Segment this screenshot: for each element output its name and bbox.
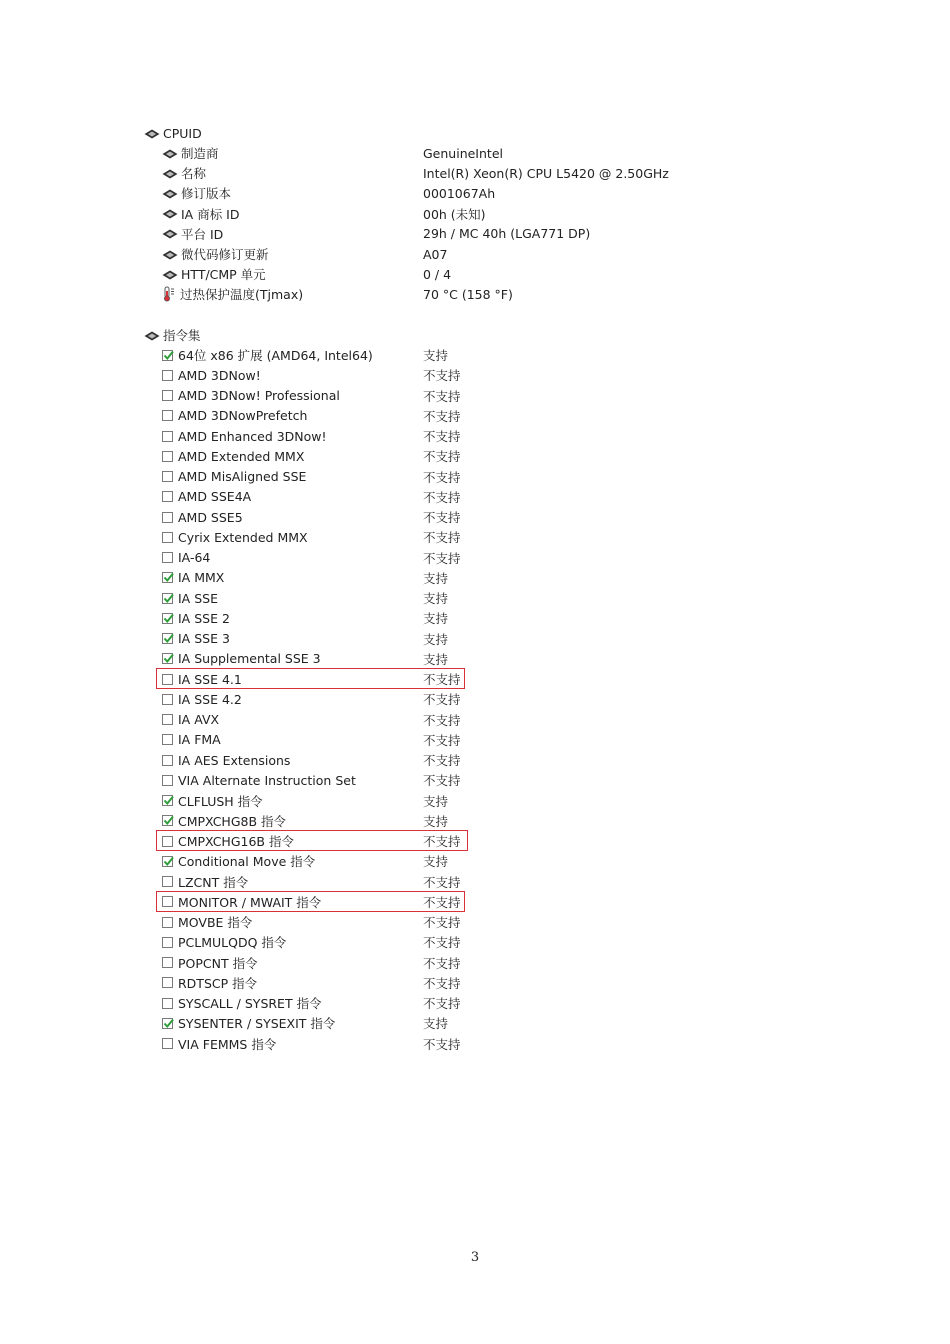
instruction-support-value: 不支持 xyxy=(423,996,461,1011)
instruction-support-value: 支持 xyxy=(423,793,449,809)
instruction-support-value: 支持 xyxy=(423,591,449,606)
cpuid-row-label: 制造商 xyxy=(181,146,219,161)
instruction-support-value: 支持 xyxy=(423,348,449,363)
instruction-label: IA SSE 3 xyxy=(178,631,230,646)
instruction-support-value: 不支持 xyxy=(423,975,461,991)
checkbox-unchecked[interactable] xyxy=(162,917,173,928)
instruction-support-value: 不支持 xyxy=(423,550,461,566)
checkbox-unchecked[interactable] xyxy=(162,370,173,381)
cpuid-row-label: 平台 ID xyxy=(181,226,224,242)
instruction-label: AMD MisAligned SSE xyxy=(178,469,307,484)
instruction-row[interactable] xyxy=(162,608,449,628)
cpuid-row[interactable] xyxy=(162,244,448,264)
chip-icon xyxy=(162,148,178,159)
instruction-label: AMD 3DNow! Professional xyxy=(178,388,340,403)
chip-icon xyxy=(162,188,178,199)
instruction-row[interactable] xyxy=(162,993,461,1013)
checkbox-unchecked[interactable] xyxy=(162,734,173,745)
instruction-support-value: 支持 xyxy=(423,1016,449,1032)
instruction-support-value: 不支持 xyxy=(423,510,461,525)
instruction-label: AMD Extended MMX xyxy=(178,448,305,464)
instruction-support-value: 不支持 xyxy=(423,530,461,546)
thermometer-icon xyxy=(162,286,176,302)
instruction-row[interactable] xyxy=(162,973,461,993)
checkbox-unchecked[interactable] xyxy=(162,998,173,1009)
instruction-support-value: 支持 xyxy=(423,651,449,667)
cpuid-row-value: 00h (未知) xyxy=(423,206,486,222)
instruction-support-value: 支持 xyxy=(423,611,449,627)
instruction-label: SYSENTER / SYSEXIT 指令 xyxy=(178,1016,336,1032)
checkbox-checked[interactable] xyxy=(162,815,173,826)
instruction-label: IA SSE 4.2 xyxy=(178,691,242,707)
page-number: 3 xyxy=(470,1250,480,1265)
instruction-support-value: 不支持 xyxy=(423,489,461,505)
checkbox-unchecked[interactable] xyxy=(162,532,173,543)
instruction-row[interactable] xyxy=(162,689,461,709)
chip-icon xyxy=(162,228,178,239)
instruction-row[interactable] xyxy=(162,932,461,952)
checkbox-unchecked[interactable] xyxy=(162,390,173,401)
instruction-support-value: 不支持 xyxy=(423,935,461,951)
instruction-row[interactable] xyxy=(162,750,461,770)
chip-icon xyxy=(144,128,160,139)
instruction-row[interactable] xyxy=(162,730,461,750)
instruction-label: RDTSCP 指令 xyxy=(178,975,258,991)
checkbox-unchecked[interactable] xyxy=(162,937,173,948)
instruction-support-value: 支持 xyxy=(423,813,449,829)
instruction-label: CLFLUSH 指令 xyxy=(178,793,263,809)
cpuid-row-value: 29h / MC 40h (LGA771 DP) xyxy=(423,226,591,242)
instruction-support-value: 不支持 xyxy=(423,773,461,789)
cpuid-row-label: 微代码修订更新 xyxy=(181,247,269,262)
instruction-support-value: 不支持 xyxy=(423,692,461,708)
instruction-row[interactable] xyxy=(162,770,461,790)
chip-icon xyxy=(144,330,160,341)
instruction-support-value: 支持 xyxy=(423,570,449,586)
cpuid-row-value: 0 / 4 xyxy=(423,266,452,282)
checkbox-unchecked[interactable] xyxy=(162,431,173,442)
cpuid-row-label: 名称 xyxy=(181,166,207,182)
checkbox-checked[interactable] xyxy=(162,350,173,361)
cpuid-row[interactable] xyxy=(162,183,496,203)
instruction-label: AMD SSE5 xyxy=(178,509,243,525)
instruction-label: AMD 3DNowPrefetch xyxy=(178,408,308,424)
instruction-support-value: 不支持 xyxy=(423,834,461,849)
instruction-support-value: 不支持 xyxy=(423,874,461,890)
instruction-row[interactable] xyxy=(162,588,449,608)
instruction-label: CMPXCHG8B 指令 xyxy=(178,813,287,829)
instruction-row[interactable] xyxy=(162,811,449,831)
instruction-label: AMD 3DNow! xyxy=(178,367,261,383)
checkbox-unchecked[interactable] xyxy=(162,512,173,523)
checkbox-unchecked[interactable] xyxy=(162,674,173,685)
instruction-support-value: 不支持 xyxy=(423,469,461,485)
instruction-row[interactable] xyxy=(162,791,449,811)
instruction-support-value: 不支持 xyxy=(423,1036,461,1052)
instruction-label: IA SSE 2 xyxy=(178,610,230,626)
checkbox-unchecked[interactable] xyxy=(162,1038,173,1049)
checkbox-checked[interactable] xyxy=(162,593,173,604)
checkbox-unchecked[interactable] xyxy=(162,957,173,968)
instruction-support-value: 不支持 xyxy=(423,955,461,971)
cpuid-row-value: A07 xyxy=(423,246,448,262)
cpuid-section-header[interactable] xyxy=(144,123,202,143)
cpuid-row-value: 0001067Ah xyxy=(423,185,496,201)
instruction-row[interactable] xyxy=(162,912,461,932)
checkbox-checked[interactable] xyxy=(162,856,173,867)
checkbox-unchecked[interactable] xyxy=(162,876,173,887)
checkbox-unchecked[interactable] xyxy=(162,775,173,786)
instruction-support-value: 不支持 xyxy=(423,672,461,687)
instruction-row[interactable] xyxy=(162,527,461,547)
cpuid-row-label: 过热保护温度(Tjmax) xyxy=(180,287,304,303)
instruction-label: Conditional Move 指令 xyxy=(178,854,316,870)
instruction-support-value: 不支持 xyxy=(423,449,461,465)
cpuid-row[interactable] xyxy=(162,284,513,304)
instruction-label: 64位 x86 扩展 (AMD64, Intel64) xyxy=(178,348,373,363)
instruction-label: MONITOR / MWAIT 指令 xyxy=(178,894,322,910)
instruction-row[interactable] xyxy=(162,507,461,527)
checkbox-unchecked[interactable] xyxy=(162,410,173,421)
instruction-row[interactable] xyxy=(162,406,461,426)
instruction-row[interactable] xyxy=(162,568,449,588)
instruction-support-value: 不支持 xyxy=(423,732,461,748)
instruction-label: IA Supplemental SSE 3 xyxy=(178,651,321,667)
chip-icon xyxy=(162,208,178,219)
checkbox-unchecked[interactable] xyxy=(162,471,173,482)
instruction-row[interactable] xyxy=(162,467,461,487)
checkbox-unchecked[interactable] xyxy=(162,451,173,462)
instruction-row[interactable] xyxy=(162,1034,461,1054)
cpuid-row[interactable] xyxy=(162,163,669,183)
checkbox-checked[interactable] xyxy=(162,653,173,664)
cpuid-row-value: Intel(R) Xeon(R) CPU L5420 @ 2.50GHz xyxy=(423,165,669,181)
instruction-support-value: 不支持 xyxy=(423,753,461,768)
checkbox-checked[interactable] xyxy=(162,795,173,806)
instruction-row[interactable] xyxy=(162,446,461,466)
instruction-row[interactable] xyxy=(162,629,449,649)
instruction-row[interactable] xyxy=(162,831,461,851)
instruction-row[interactable] xyxy=(162,487,461,507)
cpuid-title: CPUID xyxy=(163,125,202,141)
instruction-label: POPCNT 指令 xyxy=(178,955,258,971)
cpuid-row[interactable] xyxy=(162,264,452,284)
instruction-support-value: 不支持 xyxy=(423,712,461,728)
checkbox-checked[interactable] xyxy=(162,633,173,644)
instruction-label: CMPXCHG16B 指令 xyxy=(178,834,294,849)
instruction-row[interactable] xyxy=(162,345,449,365)
checkbox-checked[interactable] xyxy=(162,1018,173,1029)
instruction-label: VIA Alternate Instruction Set xyxy=(178,772,356,788)
instruction-row[interactable] xyxy=(162,892,461,912)
instruction-row[interactable] xyxy=(162,710,461,730)
checkbox-checked[interactable] xyxy=(162,572,173,583)
checkbox-unchecked[interactable] xyxy=(162,714,173,725)
instruction-label: Cyrix Extended MMX xyxy=(178,529,308,545)
cpuid-row-label: HTT/CMP 单元 xyxy=(181,267,266,283)
checkbox-unchecked[interactable] xyxy=(162,896,173,907)
instruction-label: AMD Enhanced 3DNow! xyxy=(178,428,327,444)
instruction-section-title: 指令集 xyxy=(163,328,201,343)
chip-icon xyxy=(162,269,178,280)
instruction-row[interactable] xyxy=(162,386,461,406)
instruction-section-header[interactable] xyxy=(144,325,201,345)
instruction-row[interactable] xyxy=(162,649,449,669)
instruction-support-value: 不支持 xyxy=(423,408,461,424)
instruction-label: IA-64 xyxy=(178,550,211,565)
instruction-row[interactable] xyxy=(162,851,449,871)
checkbox-unchecked[interactable] xyxy=(162,755,173,766)
chip-icon xyxy=(162,249,178,260)
instruction-support-value: 不支持 xyxy=(423,915,461,930)
cpuid-row[interactable] xyxy=(162,224,591,244)
instruction-label: IA AES Extensions xyxy=(178,752,291,768)
checkbox-unchecked[interactable] xyxy=(162,491,173,502)
instruction-support-value: 支持 xyxy=(423,631,449,647)
cpuid-row-value: GenuineIntel xyxy=(423,145,503,161)
cpuid-row-label: IA 商标 ID xyxy=(181,206,240,222)
instruction-row[interactable] xyxy=(162,548,461,568)
instruction-label: IA FMA xyxy=(178,732,221,748)
checkbox-unchecked[interactable] xyxy=(162,977,173,988)
instruction-label: SYSCALL / SYSRET 指令 xyxy=(178,996,322,1011)
instruction-label: IA AVX xyxy=(178,712,220,727)
instruction-row[interactable] xyxy=(162,872,461,892)
checkbox-unchecked[interactable] xyxy=(162,552,173,563)
instruction-label: VIA FEMMS 指令 xyxy=(178,1036,277,1052)
instruction-label: LZCNT 指令 xyxy=(178,874,249,890)
instruction-support-value: 不支持 xyxy=(423,388,461,404)
cpuid-row[interactable] xyxy=(162,204,486,224)
cpuid-row-value: 70 °C (158 °F) xyxy=(423,286,513,302)
checkbox-checked[interactable] xyxy=(162,613,173,624)
chip-icon xyxy=(162,168,178,179)
instruction-label: IA MMX xyxy=(178,570,225,586)
checkbox-unchecked[interactable] xyxy=(162,694,173,705)
cpuid-row-label: 修订版本 xyxy=(181,186,232,202)
instruction-row[interactable] xyxy=(162,426,461,446)
instruction-row[interactable] xyxy=(162,669,461,689)
instruction-support-value: 不支持 xyxy=(423,894,461,910)
instruction-label: MOVBE 指令 xyxy=(178,915,253,930)
instruction-support-value: 不支持 xyxy=(423,429,461,444)
instruction-row[interactable] xyxy=(162,365,461,385)
instruction-support-value: 支持 xyxy=(423,854,449,870)
cpuid-row[interactable] xyxy=(162,143,503,163)
instruction-row[interactable] xyxy=(162,953,461,973)
instruction-label: AMD SSE4A xyxy=(178,489,252,505)
instruction-label: PCLMULQDQ 指令 xyxy=(178,935,287,951)
checkbox-unchecked[interactable] xyxy=(162,836,173,847)
instruction-label: IA SSE xyxy=(178,590,218,606)
instruction-support-value: 不支持 xyxy=(423,368,461,384)
instruction-label: IA SSE 4.1 xyxy=(178,671,242,687)
instruction-row[interactable] xyxy=(162,1013,449,1033)
